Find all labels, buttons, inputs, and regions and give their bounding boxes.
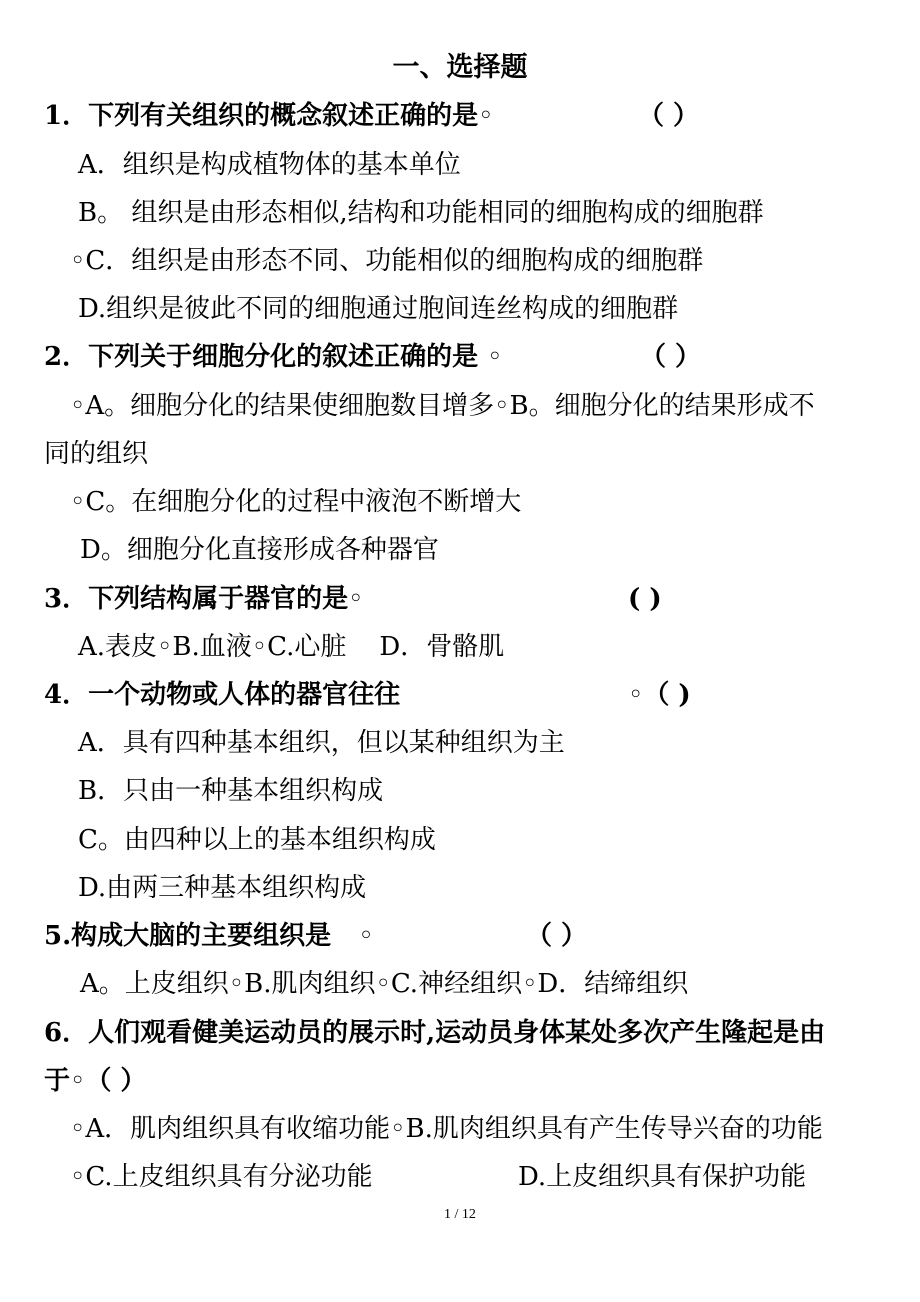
question-6-options-a-b: ◦A．肌肉组织具有收缩功能◦B.肌肉组织具有产生传导兴奋的功能: [70, 1114, 823, 1144]
question-2-option-d: D。细胞分化直接形成各种器官: [80, 535, 439, 565]
question-6-option-c: ◦C.上皮组织具有分泌功能: [70, 1162, 373, 1192]
question-1-option-b: B。 组织是由形态相似,结构和功能相同的细胞构成的细胞群: [78, 198, 764, 228]
question-2-stem: 2．下列关于细胞分化的叙述正确的是 ◦: [44, 342, 503, 372]
question-5-stem: 5.构成大脑的主要组织是 ◦: [44, 921, 374, 951]
question-1-answer-paren: （ ）: [638, 101, 700, 131]
question-3-answer-paren: ( ): [628, 584, 662, 614]
question-6-stem: 6．人们观看健美运动员的展示时,运动员身体某处多次产生隆起是由: [44, 1018, 826, 1048]
question-2-option-c: ◦C。在细胞分化的过程中液泡不断增大: [70, 487, 522, 517]
question-4-option-a: A．具有四种基本组织，但以某种组织为主: [78, 728, 565, 758]
question-4-stem: 4．一个动物或人体的器官往往: [44, 680, 401, 710]
question-4-option-c: C。由四种以上的基本组织构成: [78, 825, 436, 855]
question-2-option-a-b: ◦A。细胞分化的结果使细胞数目增多◦B。细胞分化的结果形成不: [70, 391, 815, 421]
question-3-stem: 3．下列结构属于器官的是◦: [44, 584, 364, 614]
question-1-option-c: ◦C．组织是由形态不同、功能相似的细胞构成的细胞群: [70, 246, 704, 276]
question-6-option-d: D.上皮组织具有保护功能: [518, 1162, 807, 1192]
question-5-options: A。上皮组织◦B.肌肉组织◦C.神经组织◦D．结缔组织: [80, 969, 689, 999]
question-1-stem: 1．下列有关组织的概念叙述正确的是◦: [44, 101, 494, 131]
page-indicator: 1 / 12: [444, 1207, 476, 1222]
question-4-answer-paren: ◦（ ): [628, 680, 691, 710]
question-1-option-d: D.组织是彼此不同的细胞通过胞间连丝构成的细胞群: [78, 294, 679, 324]
question-4-option-d: D.由两三种基本组织构成: [78, 873, 367, 903]
question-5-answer-paren: （ ）: [526, 921, 588, 951]
question-2-option-b-cont: 同的组织: [44, 439, 149, 469]
question-3-options: A.表皮◦B.血液◦C.心脏 D．骨骼肌: [78, 632, 505, 662]
question-1-option-a: A．组织是构成植物体的基本单位: [78, 150, 461, 180]
question-6-stem-cont: 于◦（ ）: [44, 1066, 147, 1096]
question-4-option-b: B．只由一种基本组织构成: [78, 776, 384, 806]
section-title: 一、选择题: [392, 52, 528, 83]
question-2-answer-paren: （ ）: [640, 342, 702, 372]
